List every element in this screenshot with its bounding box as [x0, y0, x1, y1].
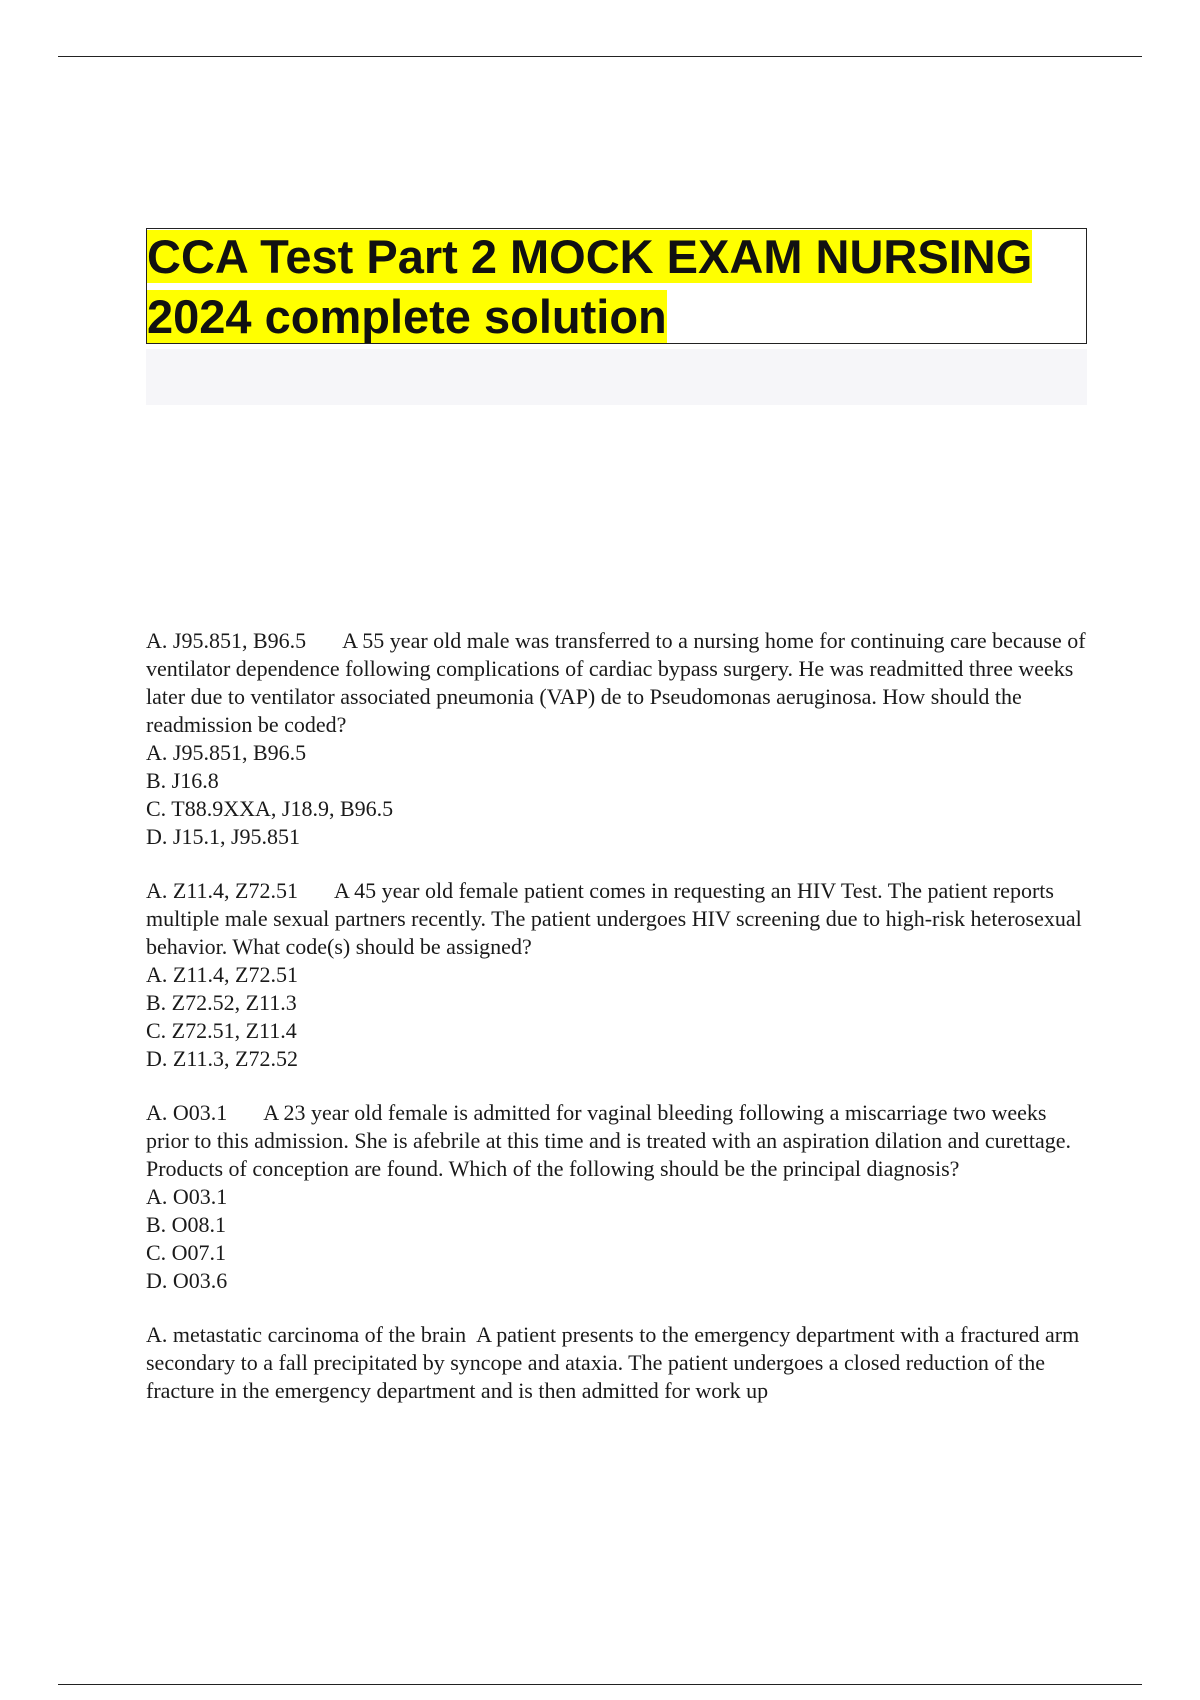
- title-line-1: CCA Test Part 2 MOCK EXAM NURSING: [147, 230, 1033, 283]
- option: B. Z72.52, Z11.3: [146, 990, 297, 1015]
- option: C. T88.9XXA, J18.9, B96.5: [146, 796, 394, 821]
- option: C. Z72.51, Z11.4: [146, 1018, 297, 1043]
- option: D. Z11.3, Z72.52: [146, 1046, 298, 1071]
- option: B. O08.1: [146, 1212, 227, 1237]
- title-shade-band: [146, 349, 1087, 405]
- footer-rule: [58, 1684, 1142, 1685]
- option: A. J95.851, B96.5: [146, 740, 307, 765]
- answer-key: A. metastatic carcinoma of the brain: [146, 1322, 467, 1347]
- question-block: [146, 627, 1091, 851]
- option: C. O07.1: [146, 1240, 227, 1265]
- header-rule: [58, 56, 1142, 57]
- page-title: [147, 227, 1032, 347]
- option-list: [146, 739, 1091, 851]
- answer-key: A. O03.1: [146, 1100, 228, 1125]
- answer-key: A. J95.851, B96.5: [146, 628, 307, 653]
- answer-key: A. Z11.4, Z72.51: [146, 878, 298, 903]
- title-box: [146, 228, 1087, 344]
- question-list: [146, 627, 1091, 1431]
- question-block: [146, 1321, 1091, 1405]
- question-text: A 23 year old female is admitted for vaginal bleeding following a miscarriage two weeks prior to this admission. She is afebrile at this time and is treated with an aspiration dilation and curettage. Products of conception are found. Which of the following should be the principal diagnosis?: [146, 1100, 1071, 1181]
- question-text: A 45 year old female patient comes in requesting an HIV Test. The patient reports multiple male sexual partners recently. The patient undergoes HIV screening due to high-risk heterosexual behavior. What code(s) should be assigned?: [146, 878, 1082, 959]
- question-stem: [146, 877, 1091, 961]
- question-block: [146, 877, 1091, 1073]
- question-stem: [146, 1099, 1091, 1183]
- option: A. Z11.4, Z72.51: [146, 962, 298, 987]
- option-list: [146, 961, 1091, 1073]
- option: A. O03.1: [146, 1184, 228, 1209]
- question-block: [146, 1099, 1091, 1295]
- option: D. O03.6: [146, 1268, 228, 1293]
- title-line-2: 2024 complete solution: [147, 290, 667, 343]
- option-list: [146, 1183, 1091, 1295]
- question-text: A patient presents to the emergency department with a fractured arm secondary to a fall precipitated by syncope and ataxia. The patient undergoes a closed reduction of the fracture in the emergency department and is then admitted for work up: [146, 1322, 1080, 1403]
- question-text: A 55 year old male was transferred to a nursing home for continuing care because of ventilator dependence following complications of cardiac bypass surgery. He was readmitted three weeks later due to ventilator associated pneumonia (VAP) de to Pseudomonas aeruginosa. How should the readmission be coded?: [146, 628, 1086, 737]
- option: B. J16.8: [146, 768, 219, 793]
- question-stem: [146, 1321, 1091, 1405]
- question-stem: [146, 627, 1091, 739]
- option: D. J15.1, J95.851: [146, 824, 301, 849]
